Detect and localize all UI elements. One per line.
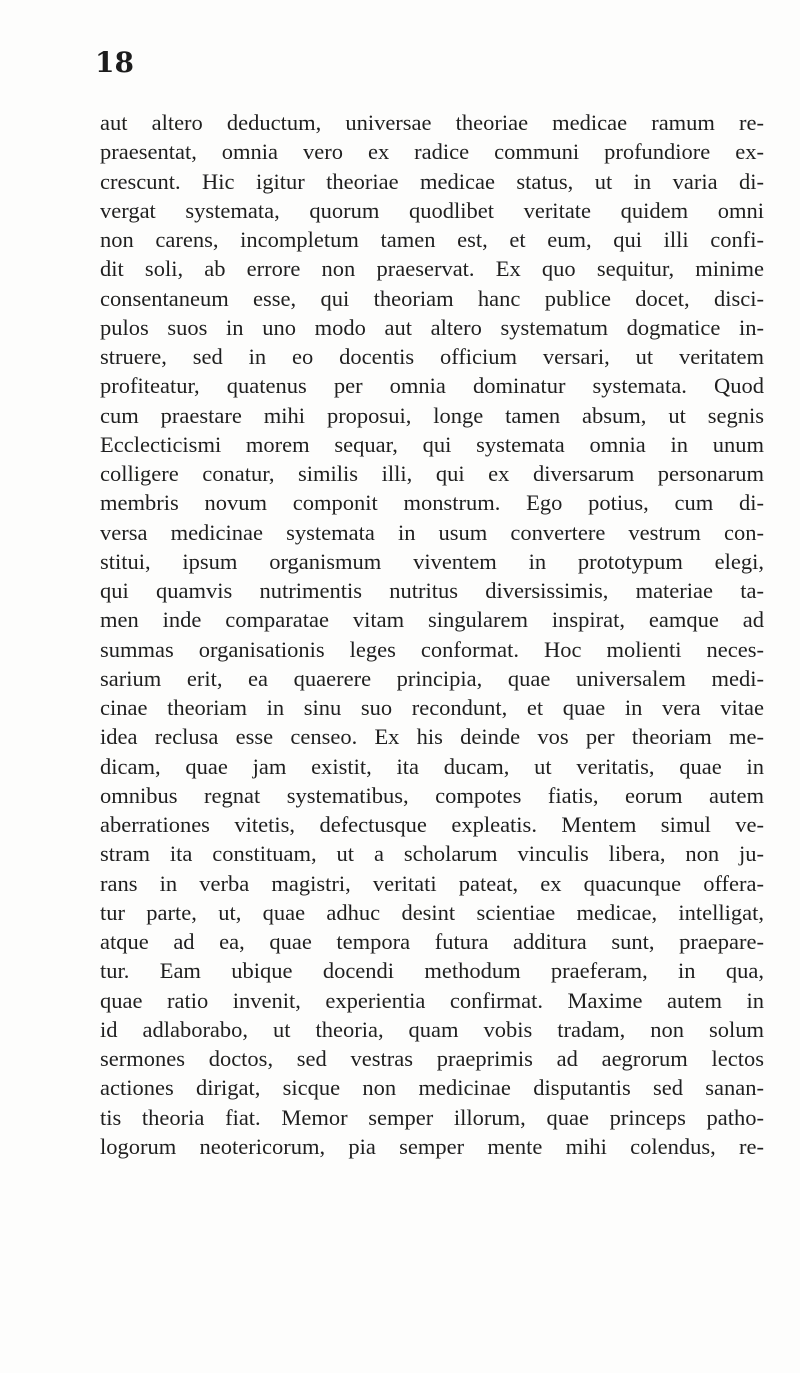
text-line: rans in verba magistri, veritati pateat, ex quacunque offera-	[100, 870, 764, 896]
text-line: dicam, quae jam existit, ita ducam, ut veritatis, quae in	[100, 753, 764, 779]
text-line: colligere conatur, similis illi, qui ex diversarum personarum	[100, 461, 764, 486]
text-line: vergat systemata, quorum quodlibet veritate quidem omni	[100, 197, 764, 223]
text-line: stitui, ipsum organismum viventem in prototypum elegi,	[100, 548, 764, 574]
text-line: actiones dirigat, sicque non medicinae disputantis sed sanan-	[100, 1075, 764, 1101]
text-line: struere, sed in eo docentis officium versari, ut veritatem	[100, 344, 764, 369]
text-line: sarium erit, ea quaerere principia, quae universalem medi-	[100, 665, 764, 691]
text-line: membris novum componit monstrum. Ego potius, cum di-	[100, 490, 764, 516]
text-line: summas organisationis leges conformat. Hoc molienti neces-	[100, 636, 764, 662]
text-line: omnibus regnat systematibus, compotes fiatis, eorum autem	[100, 782, 764, 808]
text-line: versa medicinae systemata in usum convertere vestrum con-	[100, 519, 764, 545]
text-line: praesentat, omnia vero ex radice communi profundiore ex-	[100, 139, 764, 165]
text-line: tur parte, ut, quae adhuc desint scientiae medicae, intelligat,	[100, 899, 764, 925]
body-text	[100, 108, 764, 1161]
text-line: profiteatur, quatenus per omnia dominatur systemata. Quod	[100, 373, 764, 399]
text-line: stram ita constituam, ut a scholarum vinculis libera, non ju-	[100, 841, 764, 867]
text-line: qui quamvis nutrimentis nutritus diversissimis, materiae ta-	[100, 578, 764, 603]
text-line: pulos suos in uno modo aut altero systematum dogmatice in-	[100, 314, 764, 340]
text-line: consentaneum esse, qui theoriam hanc publice docet, disci-	[100, 285, 764, 311]
text-line: cinae theoriam in sinu suo recondunt, et quae in vera vitae	[100, 695, 764, 720]
text-line: quae ratio invenit, experientia confirmat. Maxime autem in	[100, 987, 764, 1013]
text-line: aut altero deductum, universae theoriae medicae ramum re-	[100, 110, 764, 135]
text-line: tis theoria fiat. Memor semper illorum, quae princeps patho-	[100, 1104, 764, 1130]
text-line: logorum neotericorum, pia semper mente mihi colendus, re-	[100, 1133, 764, 1159]
text-line: crescunt. Hic igitur theoriae medicae status, ut in varia di-	[100, 168, 764, 194]
text-line: aberrationes vitetis, defectusque expleatis. Mentem simul ve-	[100, 812, 764, 837]
text-line: men inde comparatae vitam singularem inspirat, eamque ad	[100, 607, 764, 633]
text-line: tur. Eam ubique docendi methodum praeferam, in qua,	[100, 958, 764, 984]
text-line: atque ad ea, quae tempora futura additura sunt, praepare-	[100, 929, 764, 954]
text-line: sermones doctos, sed vestras praeprimis ad aegrorum lectos	[100, 1046, 764, 1071]
text-line: idea reclusa esse censeo. Ex his deinde vos per theoriam me-	[100, 724, 764, 750]
text-line: cum praestare mihi proposui, longe tamen absum, ut segnis	[100, 402, 764, 428]
text-line: Ecclecticismi morem sequar, qui systemata omnia in unum	[100, 431, 764, 457]
text-line: non carens, incompletum tamen est, et eum, qui illi confi-	[100, 227, 764, 252]
text-line: id adlaborabo, ut theoria, quam vobis tradam, non solum	[100, 1016, 764, 1042]
page-number: 18	[95, 46, 134, 79]
text-line: dit soli, ab errore non praeservat. Ex quo sequitur, minime	[100, 256, 764, 282]
